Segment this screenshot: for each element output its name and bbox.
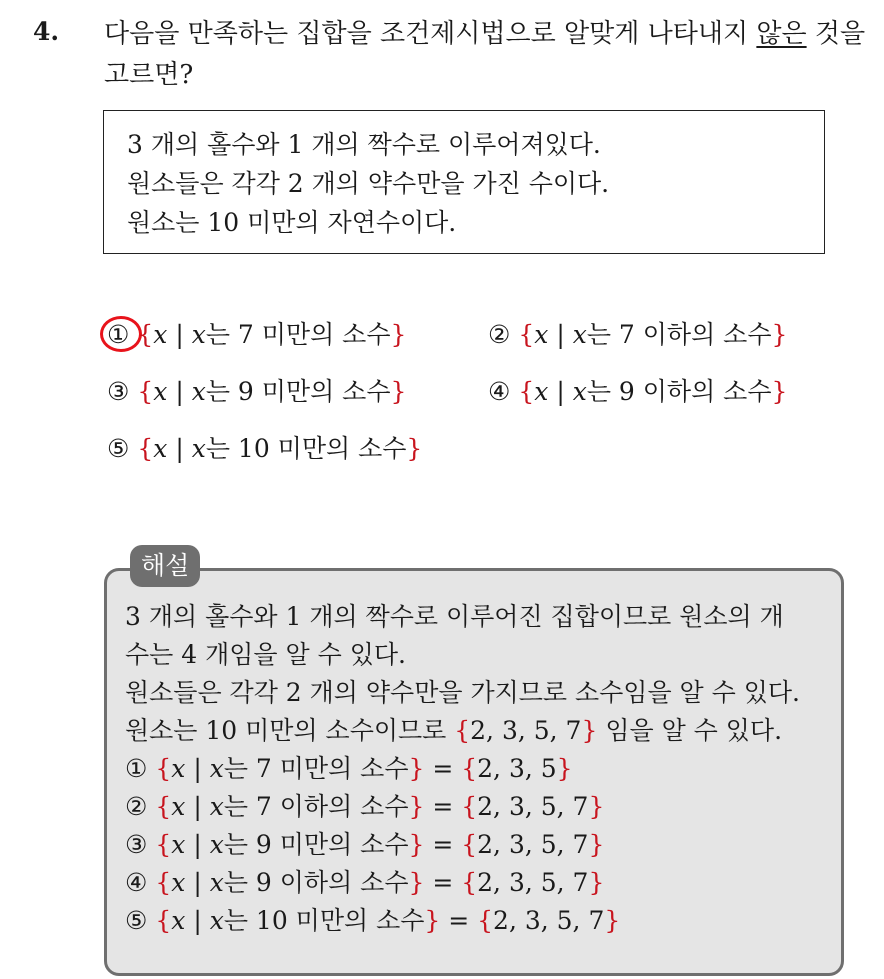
solution-line: 원소들은 각각 2 개의 약수만을 가지므로 소수임을 알 수 있다.	[125, 678, 800, 707]
solution-line: 3 개의 홀수와 1 개의 짝수로 이루어진 집합이므로 원소의 개	[125, 602, 784, 631]
solution-tab: 해설	[130, 545, 200, 587]
question-text-after: 것을 고르면?	[104, 19, 866, 90]
choice-number: ③	[107, 377, 130, 406]
solution-eval-3: ③ {x | x는 9 미만의 소수} = {2, 3, 5, 7}	[125, 830, 605, 859]
question-text-before: 다음을 만족하는 집합을 조건제시법으로 알맞게 나타내지	[104, 19, 757, 49]
choice-number: ①	[107, 320, 130, 349]
question-number: 4.	[33, 17, 60, 46]
choice-1[interactable]: ① {x | x는 7 미만의 소수}	[107, 320, 407, 349]
choice-number: ④	[488, 377, 511, 406]
solution-body	[125, 598, 835, 940]
choice-5[interactable]: ⑤ {x | x는 10 미만의 소수}	[107, 434, 423, 463]
condition-line: 원소는 10 미만의 자연수이다.	[127, 208, 457, 237]
conditions-box	[103, 110, 825, 254]
solution-eval-1: ① {x | x는 7 미만의 소수} = {2, 3, 5}	[125, 754, 573, 783]
question-text	[104, 14, 874, 96]
choice-3[interactable]: ③ {x | x는 9 미만의 소수}	[107, 377, 407, 406]
question-emphasis: 않은	[756, 19, 807, 49]
condition-line: 원소들은 각각 2 개의 약수만을 가진 수이다.	[127, 169, 610, 198]
solution-line: 원소는 10 미만의 소수이므로 {2, 3, 5, 7} 임을 알 수 있다.	[125, 716, 783, 745]
solution-line: 수는 4 개임을 알 수 있다.	[125, 640, 406, 669]
choice-number: ⑤	[107, 434, 130, 463]
choice-number: ②	[488, 320, 511, 349]
choice-2[interactable]: ② {x | x는 7 이하의 소수}	[488, 320, 788, 349]
solution-eval-5: ⑤ {x | x는 10 미만의 소수} = {2, 3, 5, 7}	[125, 906, 621, 935]
choice-4[interactable]: ④ {x | x는 9 이하의 소수}	[488, 377, 788, 406]
solution-eval-4: ④ {x | x는 9 이하의 소수} = {2, 3, 5, 7}	[125, 868, 605, 897]
solution-eval-2: ② {x | x는 7 이하의 소수} = {2, 3, 5, 7}	[125, 792, 605, 821]
condition-line: 3 개의 홀수와 1 개의 짝수로 이루어져있다.	[127, 130, 601, 159]
